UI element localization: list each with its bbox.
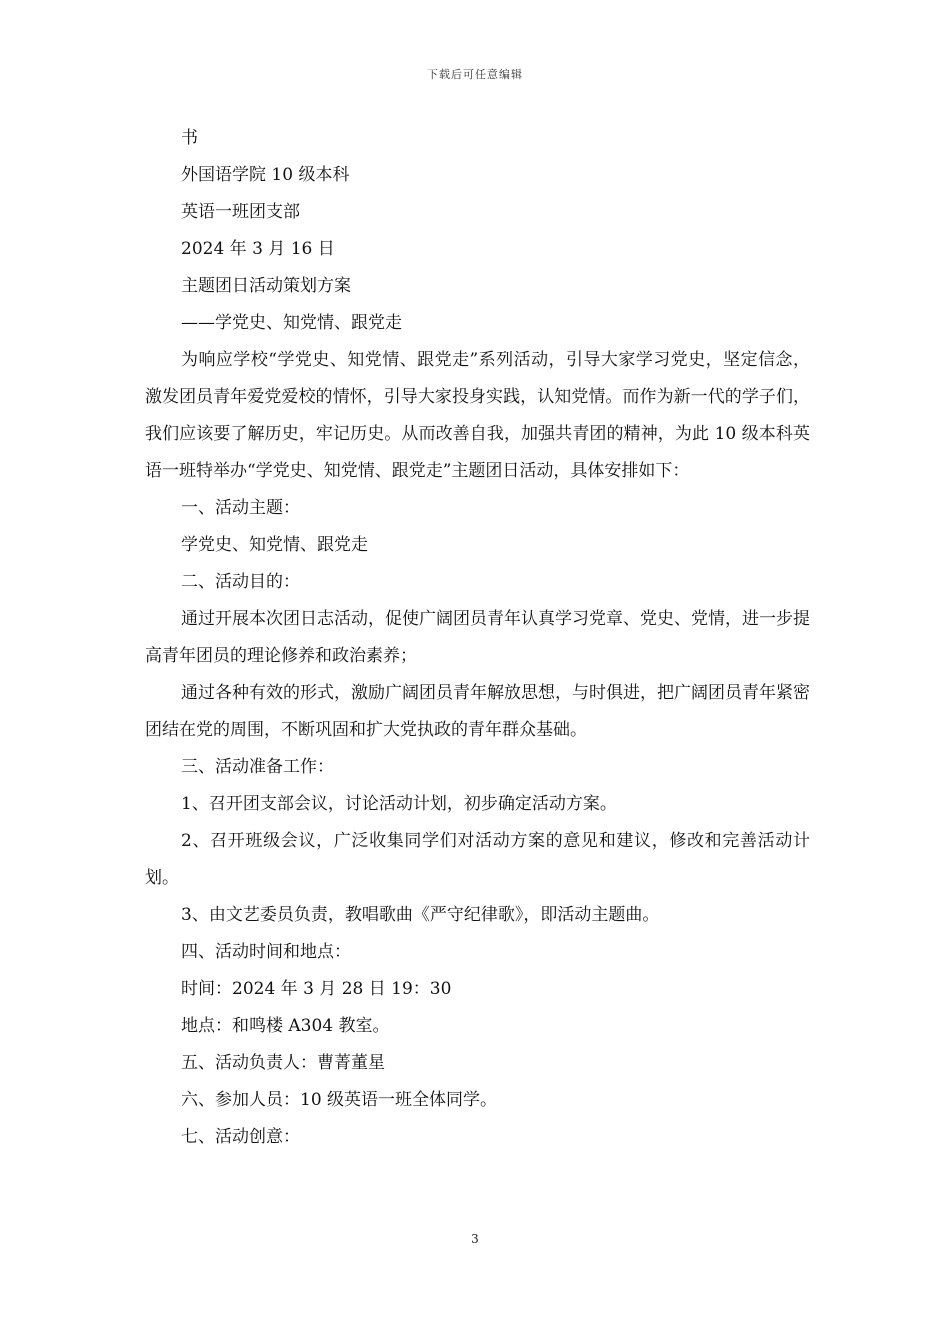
text-line-branch: 英语一班团支部 — [181, 202, 300, 222]
section-participants: 六、参加人员：10 级英语一班全体同学。 — [181, 1090, 498, 1110]
section-heading-creativity: 七、活动创意： — [181, 1127, 300, 1147]
document-body — [145, 120, 810, 1156]
section-content-theme: 学党史、知党情、跟党走 — [181, 535, 368, 555]
text-line-college: 外国语学院 10 级本科 — [181, 165, 350, 185]
purpose-paragraph-2: 通过各种有效的形式，激励广阔团员青年解放思想，与时俱进，把广阔团员青年紧密团结在党的周围，不断巩固和扩大党执政的青年群众基础。 — [145, 683, 810, 740]
section-heading-theme: 一、活动主题： — [181, 498, 300, 518]
intro-paragraph: 为响应学校“学党史、知党情、跟党走”系列活动，引导大家学习党史，坚定信念，激发团员青年爱党爱校的情怀，引导大家投身实践，认知党情。而作为新一代的学子们，我们应该要了解历史，牢记历史。从而改善自我，加强共青团的精神，为此 10 级本科英语一班特举办“学党史、知党情、跟党走”主题团日活动，具体安排如下： — [145, 350, 810, 481]
section-responsible-person: 五、活动负责人：曹菁董星 — [181, 1053, 385, 1073]
text-line-date: 2024 年 3 月 16 日 — [181, 239, 335, 259]
preparation-item-3: 3、由文艺委员负责，教唱歌曲《严守纪律歌》，即活动主题曲。 — [181, 905, 660, 925]
section-heading-preparation: 三、活动准备工作： — [181, 757, 334, 777]
page-number: 3 — [471, 1232, 479, 1246]
preparation-item-1: 1、召开团支部会议，讨论活动计划，初步确定活动方案。 — [181, 794, 617, 814]
section-heading-purpose: 二、活动目的： — [181, 572, 300, 592]
preparation-item-2: 2、召开班级会议，广泛收集同学们对活动方案的意见和建议，修改和完善活动计划。 — [145, 831, 810, 888]
purpose-paragraph-1: 通过开展本次团日志活动，促使广阔团员青年认真学习党章、党史、党情，进一步提高青年团员的理论修养和政治素养； — [145, 609, 810, 666]
page-header: 下载后可任意编辑 — [427, 68, 523, 81]
document-subtitle: ——学党史、知党情、跟党走 — [181, 313, 402, 333]
section-heading-time-place: 四、活动时间和地点： — [181, 942, 351, 962]
activity-place: 地点：和鸣楼 A304 教室。 — [181, 1016, 390, 1036]
document-title: 主题团日活动策划方案 — [181, 276, 351, 296]
activity-time: 时间：2024 年 3 月 28 日 19：30 — [181, 979, 452, 999]
text-line-book: 书 — [181, 128, 198, 148]
